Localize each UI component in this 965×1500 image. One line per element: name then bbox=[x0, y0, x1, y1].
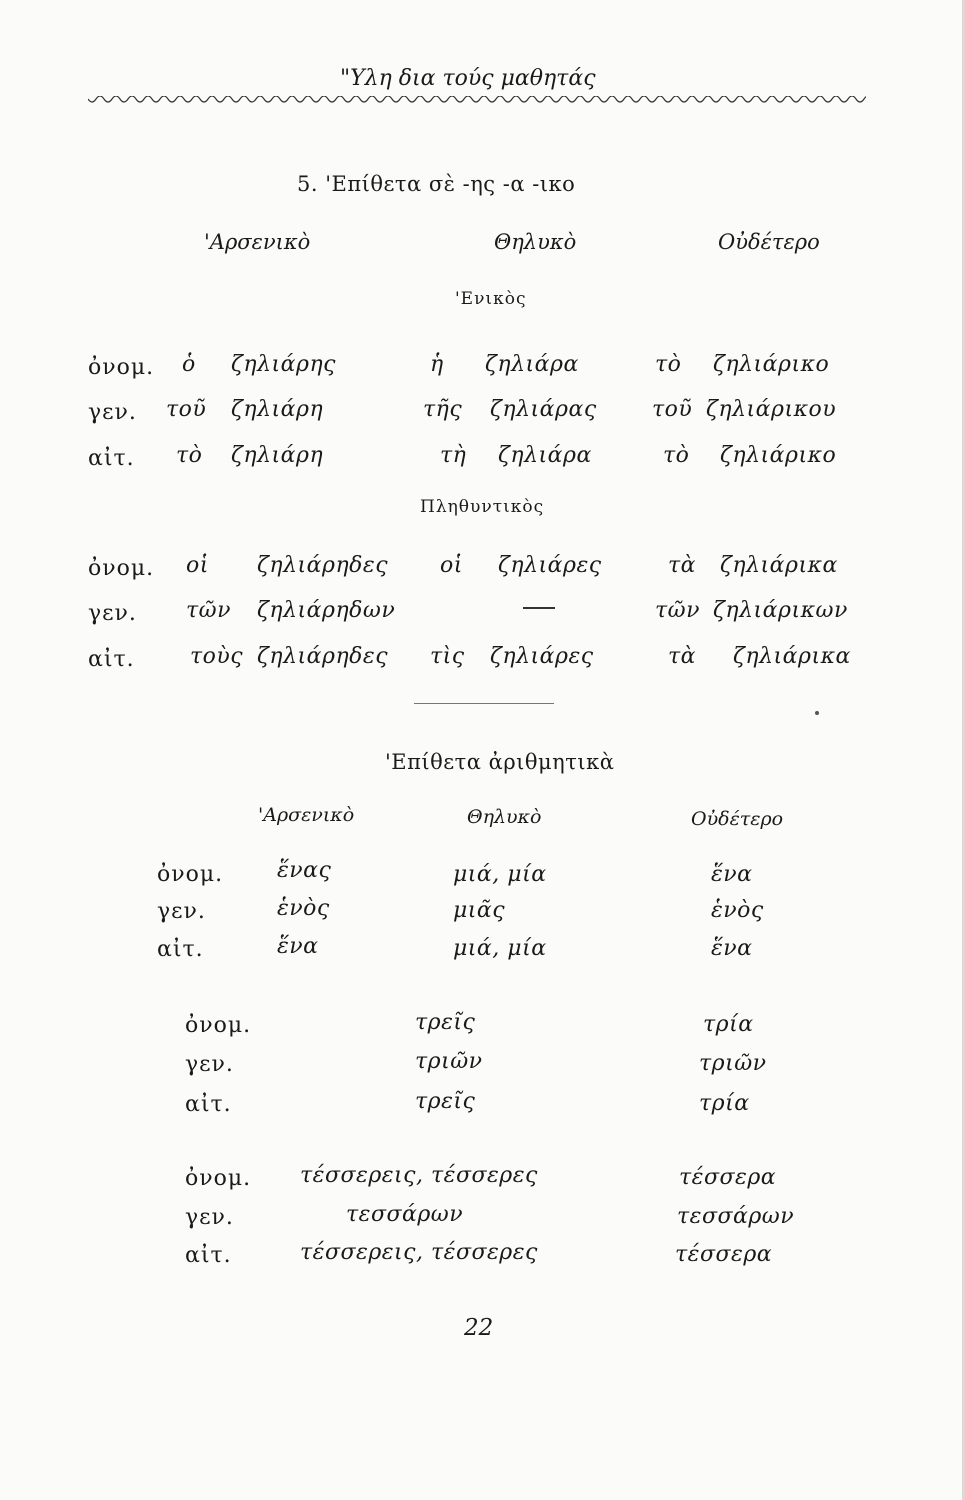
form-neuter: τριῶν bbox=[699, 1051, 767, 1076]
case-label: γεν. bbox=[88, 601, 137, 626]
decorative-wavy-rule bbox=[88, 96, 866, 106]
form-neuter: ζηλιάρικα bbox=[733, 644, 851, 669]
form-neuter: τρία bbox=[699, 1091, 750, 1116]
page-number: 22 bbox=[464, 1315, 494, 1341]
form-masculine: ζηλιάρηδες bbox=[257, 644, 389, 669]
form-neuter: ζηλιάρικου bbox=[706, 397, 837, 422]
form-neuter: ἕνα bbox=[711, 862, 753, 887]
form-feminine: ζηλιάρες bbox=[498, 553, 602, 578]
column-header-neuter: Οὐδέτερο bbox=[718, 230, 820, 254]
form-neuter: ἑνὸς bbox=[711, 898, 764, 923]
form-neuter: ζηλιάρικο bbox=[713, 352, 830, 377]
form-masculine: ζηλιάρηδων bbox=[257, 598, 396, 623]
form-neuter: τεσσάρων bbox=[677, 1204, 795, 1229]
article-masculine: τὸ bbox=[176, 443, 203, 468]
form-masc-fem: τρεῖς bbox=[415, 1089, 476, 1114]
form-feminine: ζηλιάρας bbox=[490, 397, 597, 422]
form-masc-fem: τεσσάρων bbox=[346, 1202, 464, 1227]
form-masculine: ζηλιάρη bbox=[231, 397, 324, 422]
article-feminine: τὶς bbox=[430, 644, 465, 669]
form-masc-fem: τέσσερεις, τέσσερες bbox=[300, 1240, 538, 1265]
form-feminine: ζηλιάρες bbox=[490, 644, 594, 669]
running-header: "Υλη δια τούς μαθητάς bbox=[340, 66, 596, 91]
case-label: αἰτ. bbox=[185, 1243, 232, 1268]
article-neuter: τὰ bbox=[668, 644, 697, 669]
article-masculine: οἱ bbox=[186, 553, 209, 578]
case-label: ὀνομ. bbox=[157, 862, 224, 887]
form-neuter: τρία bbox=[703, 1012, 754, 1037]
case-label: αἰτ. bbox=[185, 1092, 232, 1117]
case-label: ὀνομ. bbox=[88, 355, 155, 380]
singular-label: 'Ενικὸς bbox=[455, 289, 527, 309]
case-label: αἰτ. bbox=[88, 647, 135, 672]
article-neuter: τοῦ bbox=[652, 397, 693, 422]
form-feminine: ζηλιάρα bbox=[498, 443, 592, 468]
form-masculine: ζηλιάρη bbox=[231, 443, 324, 468]
column-header-feminine: Θηλυκὸ bbox=[467, 806, 542, 828]
article-feminine: οἱ bbox=[440, 553, 463, 578]
case-label: γεν. bbox=[185, 1205, 234, 1230]
form-neuter: τέσσερα bbox=[679, 1165, 777, 1190]
form-masculine: ζηλιάρης bbox=[231, 352, 336, 377]
form-masculine: ἑνὸς bbox=[277, 896, 330, 921]
column-header-feminine: Θηλυκὸ bbox=[494, 230, 577, 254]
article-feminine: ἡ bbox=[430, 352, 444, 377]
form-feminine: μιά, μία bbox=[453, 862, 547, 887]
article-feminine: τῆς bbox=[423, 397, 463, 422]
article-neuter: τὸ bbox=[655, 352, 682, 377]
article-masculine: τοῦ bbox=[166, 397, 207, 422]
article-feminine: τὴ bbox=[440, 443, 467, 468]
form-masc-fem: τέσσερεις, τέσσερες bbox=[300, 1163, 538, 1188]
article-neuter: τὰ bbox=[668, 553, 697, 578]
form-masculine: ζηλιάρηδες bbox=[257, 553, 389, 578]
article-masculine: ὁ bbox=[182, 352, 196, 377]
case-label: γεν. bbox=[157, 899, 206, 924]
case-label: ὀνομ. bbox=[88, 556, 155, 581]
case-label: ὀνομ. bbox=[185, 1166, 252, 1191]
form-neuter: ζηλιάρικων bbox=[713, 598, 848, 623]
section-divider bbox=[414, 703, 554, 704]
form-neuter: ζηλιάρικα bbox=[720, 553, 838, 578]
article-masculine: τῶν bbox=[186, 598, 231, 623]
case-label: ὀνομ. bbox=[185, 1013, 252, 1038]
form-masc-fem: τριῶν bbox=[415, 1049, 483, 1074]
form-masc-fem: τρεῖς bbox=[415, 1010, 476, 1035]
form-feminine: μιά, μία bbox=[453, 936, 547, 961]
column-header-masculine: 'Αρσενικὸ bbox=[204, 230, 311, 254]
numerals-title: 'Επίθετα ἀριθμητικὰ bbox=[385, 750, 615, 774]
case-label: γεν. bbox=[185, 1052, 234, 1077]
form-feminine: μιᾶς bbox=[453, 898, 506, 923]
column-header-masculine: 'Αρσενικὸ bbox=[258, 804, 355, 826]
plural-label: Πληθυντικὸς bbox=[420, 497, 545, 517]
form-masculine: ἕνα bbox=[277, 934, 319, 959]
form-neuter: ἕνα bbox=[711, 936, 753, 961]
form-neuter: ζηλιάρικο bbox=[720, 443, 837, 468]
article-neuter: τῶν bbox=[655, 598, 700, 623]
form-feminine: ζηλιάρα bbox=[485, 352, 579, 377]
case-label: αἰτ. bbox=[157, 937, 204, 962]
article-neuter: τὸ bbox=[663, 443, 690, 468]
case-label: γεν. bbox=[88, 400, 137, 425]
print-speck bbox=[815, 711, 819, 715]
section-title: 5. 'Επίθετα σὲ -ης -α -ικο bbox=[297, 172, 576, 196]
column-header-neuter: Οὐδέτερο bbox=[691, 808, 784, 830]
form-neuter: τέσσερα bbox=[675, 1242, 773, 1267]
form-masculine: ἕνας bbox=[277, 858, 332, 883]
empty-cell-dash bbox=[523, 607, 555, 609]
article-masculine: τοὺς bbox=[190, 644, 244, 669]
case-label: αἰτ. bbox=[88, 446, 135, 471]
